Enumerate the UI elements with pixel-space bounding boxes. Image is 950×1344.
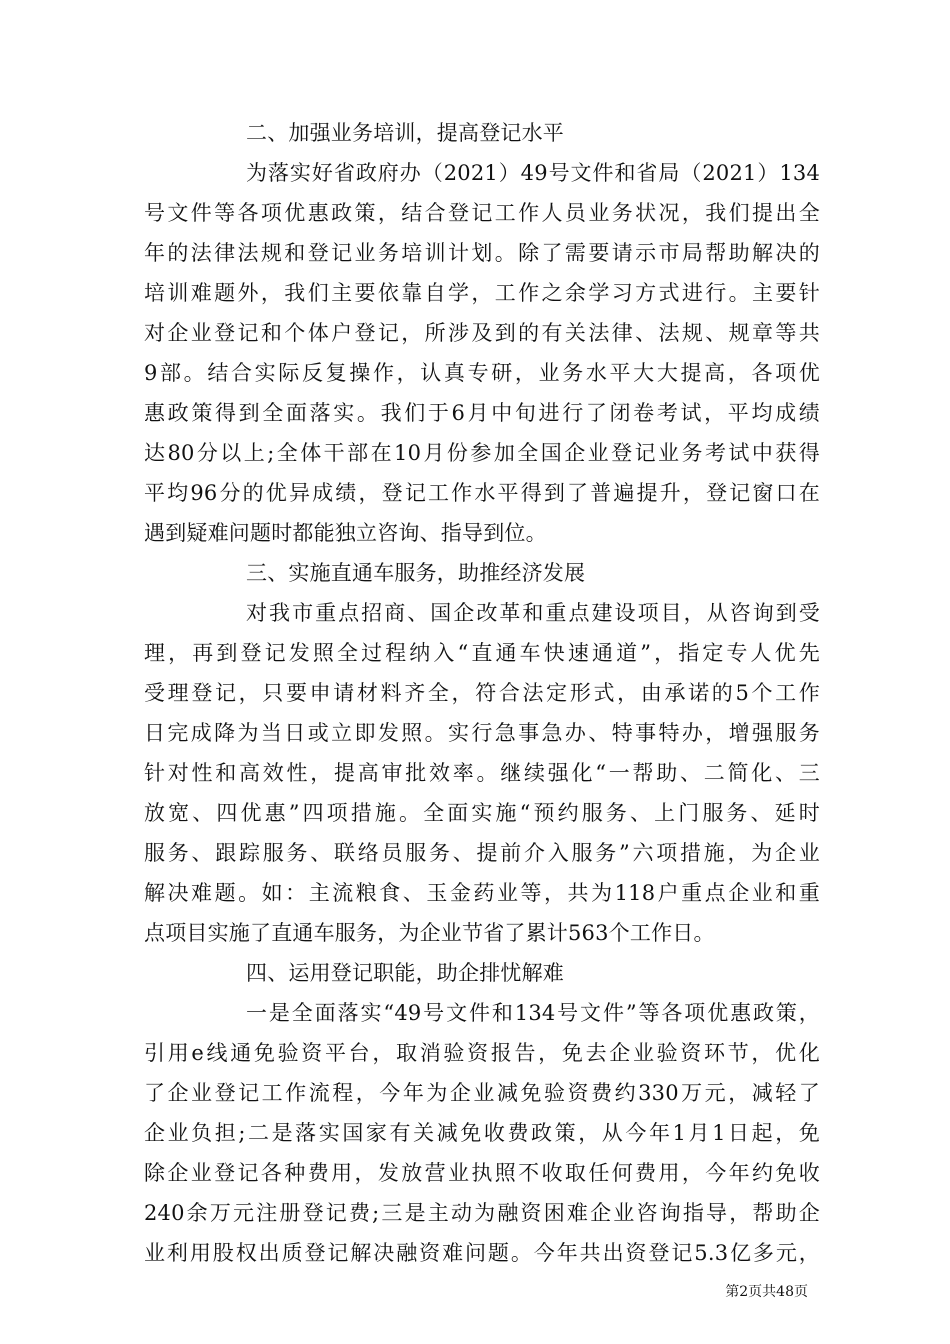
section-heading: 三、实施直通车服务，助推经济发展 bbox=[246, 561, 586, 585]
section-heading: 四、运用登记职能，助企排忧解难 bbox=[246, 961, 564, 985]
paragraph-line: 引用e线通免验资平台，取消验资报告，免去企业验资环节，优化 bbox=[144, 1041, 820, 1065]
paragraph-line: 对我市重点招商、国企改革和重点建设项目，从咨询到受 bbox=[246, 601, 820, 625]
paragraph-line: 为落实好省政府办（2021）49号文件和省局（2021）134 bbox=[246, 161, 820, 185]
paragraph-line: 对企业登记和个体户登记，所涉及到的有关法律、法规、规章等共 bbox=[144, 321, 820, 345]
paragraph-line: 惠政策得到全面落实。我们于6月中旬进行了闭卷考试，平均成绩 bbox=[144, 401, 820, 425]
page-number-footer: 第2页共48页 bbox=[725, 1284, 808, 1300]
paragraph-line: 解决难题。如：主流粮食、玉金药业等，共为118户重点企业和重 bbox=[144, 881, 820, 905]
paragraph-line: 理，再到登记发照全过程纳入“直通车快速通道”，指定专人优先 bbox=[144, 641, 820, 665]
paragraph-line: 号文件等各项优惠政策，结合登记工作人员业务状况，我们提出全 bbox=[144, 201, 820, 225]
paragraph-line: 日完成降为当日或立即发照。实行急事急办、特事特办，增强服务 bbox=[144, 721, 820, 745]
paragraph-line: 服务、跟踪服务、联络员服务、提前介入服务”六项措施，为企业 bbox=[144, 841, 820, 865]
paragraph-line: 了企业登记工作流程，今年为企业减免验资费约330万元，减轻了 bbox=[144, 1081, 820, 1105]
paragraph-line: 点项目实施了直通车服务，为企业节省了累计563个工作日。 bbox=[144, 921, 715, 945]
paragraph-line: 年的法律法规和登记业务培训计划。除了需要请示市局帮助解决的 bbox=[144, 241, 820, 265]
paragraph-line: 业利用股权出质登记解决融资难问题。今年共出资登记5.3亿多元， bbox=[144, 1241, 820, 1265]
paragraph-line: 达80分以上;全体干部在10月份参加全国企业登记业务考试中获得 bbox=[144, 441, 820, 465]
paragraph-line: 针对性和高效性，提高审批效率。继续强化“一帮助、二简化、三 bbox=[144, 761, 820, 785]
section-heading: 二、加强业务培训，提高登记水平 bbox=[246, 121, 564, 145]
paragraph-line: 240余万元注册登记费;三是主动为融资困难企业咨询指导，帮助企 bbox=[144, 1201, 820, 1225]
paragraph-line: 一是全面落实“49号文件和134号文件”等各项优惠政策， bbox=[246, 1001, 820, 1025]
paragraph-line: 企业负担;二是落实国家有关减免收费政策，从今年1月1日起，免 bbox=[144, 1121, 820, 1145]
paragraph-line: 放宽、四优惠”四项措施。全面实施“预约服务、上门服务、延时 bbox=[144, 801, 820, 825]
paragraph-line: 平均96分的优异成绩，登记工作水平得到了普遍提升，登记窗口在 bbox=[144, 481, 820, 505]
paragraph-line: 遇到疑难问题时都能独立咨询、指导到位。 bbox=[144, 521, 547, 545]
paragraph-line: 受理登记，只要申请材料齐全，符合法定形式，由承诺的5个工作 bbox=[144, 681, 820, 705]
paragraph-line: 培训难题外，我们主要依靠自学，工作之余学习方式进行。主要针 bbox=[144, 281, 820, 305]
paragraph-line: 除企业登记各种费用，发放营业执照不收取任何费用，今年约免收 bbox=[144, 1161, 820, 1185]
paragraph-line: 9部。结合实际反复操作，认真专研，业务水平大大提高，各项优 bbox=[144, 361, 820, 385]
